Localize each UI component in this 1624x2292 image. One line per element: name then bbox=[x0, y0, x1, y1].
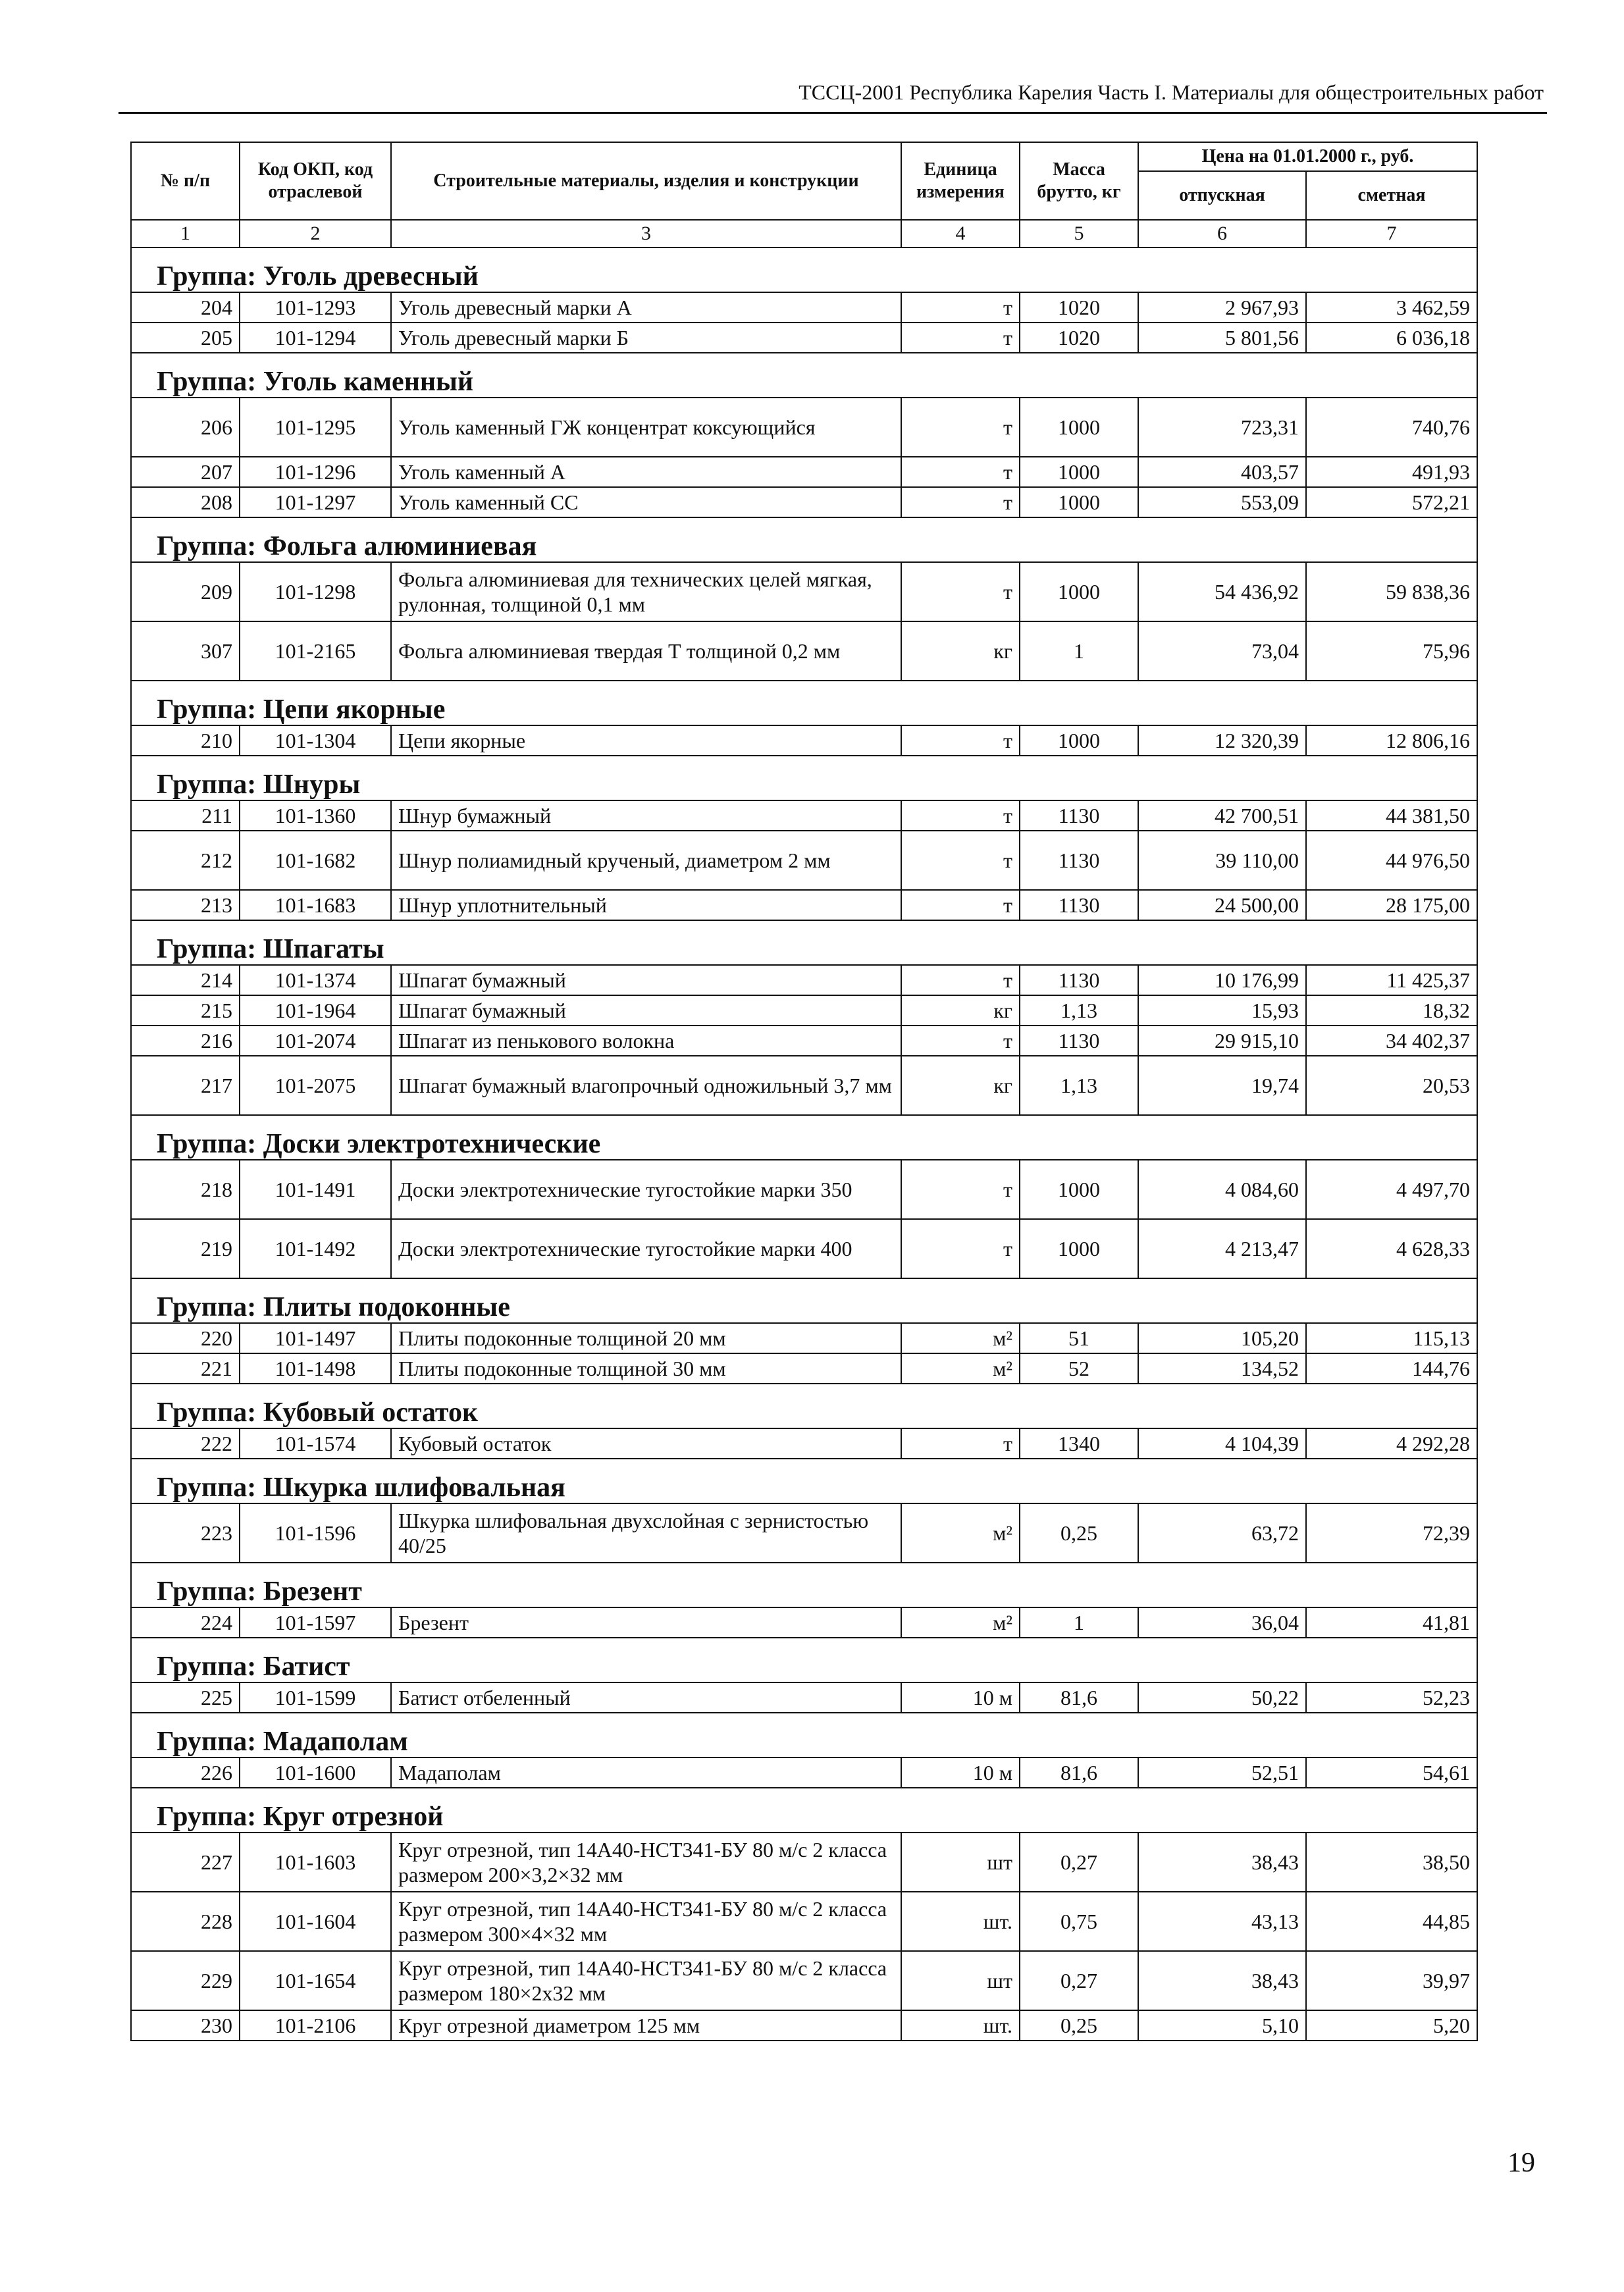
group-row bbox=[131, 1115, 1477, 1160]
row-name: Доски электротехнические тугостойкие марки 400 bbox=[391, 1219, 901, 1278]
row-number: 226 bbox=[131, 1758, 240, 1788]
column-number-cell: 6 bbox=[1138, 220, 1306, 247]
table-row bbox=[131, 1503, 1477, 1563]
row-number: 230 bbox=[131, 2010, 240, 2041]
table-row bbox=[131, 323, 1477, 353]
row-code: 101-1295 bbox=[240, 398, 391, 457]
row-price-estimate: 4 628,33 bbox=[1306, 1219, 1477, 1278]
row-unit: т bbox=[901, 562, 1020, 621]
materials-price-table bbox=[130, 142, 1478, 2041]
row-name: Круг отрезной, тип 14А40-НСТ341-БУ 80 м/с 2 класса размером 300×4×32 мм bbox=[391, 1892, 901, 1951]
row-number: 220 bbox=[131, 1323, 240, 1353]
row-name: Шпагат бумажный bbox=[391, 995, 901, 1026]
group-row bbox=[131, 1713, 1477, 1758]
row-number: 212 bbox=[131, 831, 240, 890]
row-number: 229 bbox=[131, 1951, 240, 2010]
row-price-release: 39 110,00 bbox=[1138, 831, 1306, 890]
table-row bbox=[131, 1833, 1477, 1892]
row-unit: м² bbox=[901, 1323, 1020, 1353]
row-unit: т bbox=[901, 831, 1020, 890]
row-price-release: 38,43 bbox=[1138, 1951, 1306, 2010]
table-row bbox=[131, 1951, 1477, 2010]
group-title: Группа: Шкурка шлифовальная bbox=[131, 1459, 1477, 1503]
table-row bbox=[131, 1682, 1477, 1713]
row-name: Уголь каменный А bbox=[391, 457, 901, 487]
row-code: 101-1574 bbox=[240, 1428, 391, 1459]
table-row bbox=[131, 1353, 1477, 1384]
table-row bbox=[131, 1428, 1477, 1459]
row-code: 101-1597 bbox=[240, 1607, 391, 1638]
row-mass: 0,25 bbox=[1020, 1503, 1138, 1563]
row-number: 228 bbox=[131, 1892, 240, 1951]
row-mass: 1000 bbox=[1020, 398, 1138, 457]
row-name: Уголь каменный ГЖ концентрат коксующийся bbox=[391, 398, 901, 457]
row-price-estimate: 28 175,00 bbox=[1306, 890, 1477, 920]
column-number-cell: 5 bbox=[1020, 220, 1138, 247]
row-mass: 1000 bbox=[1020, 1219, 1138, 1278]
row-price-release: 10 176,99 bbox=[1138, 965, 1306, 995]
row-price-estimate: 12 806,16 bbox=[1306, 725, 1477, 756]
row-unit: 10 м bbox=[901, 1758, 1020, 1788]
row-code: 101-1603 bbox=[240, 1833, 391, 1892]
row-name: Фольга алюминиевая для технических целей мягкая, рулонная, толщиной 0,1 мм bbox=[391, 562, 901, 621]
row-price-release: 4 104,39 bbox=[1138, 1428, 1306, 1459]
row-name: Уголь древесный марки Б bbox=[391, 323, 901, 353]
row-price-estimate: 59 838,36 bbox=[1306, 562, 1477, 621]
row-mass: 1000 bbox=[1020, 562, 1138, 621]
row-name: Кубовый остаток bbox=[391, 1428, 901, 1459]
column-number-cell: 1 bbox=[131, 220, 240, 247]
row-price-release: 29 915,10 bbox=[1138, 1026, 1306, 1056]
table-row bbox=[131, 562, 1477, 621]
col-header-no: № п/п bbox=[131, 142, 240, 220]
row-price-estimate: 572,21 bbox=[1306, 487, 1477, 517]
row-number: 227 bbox=[131, 1833, 240, 1892]
row-mass: 1 bbox=[1020, 1607, 1138, 1638]
row-name: Шпагат бумажный влагопрочный одножильный 3,7 мм bbox=[391, 1056, 901, 1115]
row-mass: 1000 bbox=[1020, 1160, 1138, 1219]
row-price-estimate: 54,61 bbox=[1306, 1758, 1477, 1788]
table-row bbox=[131, 1160, 1477, 1219]
row-price-release: 723,31 bbox=[1138, 398, 1306, 457]
row-number: 222 bbox=[131, 1428, 240, 1459]
row-code: 101-1298 bbox=[240, 562, 391, 621]
row-number: 209 bbox=[131, 562, 240, 621]
row-number: 213 bbox=[131, 890, 240, 920]
row-price-estimate: 11 425,37 bbox=[1306, 965, 1477, 995]
row-unit: т bbox=[901, 323, 1020, 353]
row-name: Фольга алюминиевая твердая Т толщиной 0,2 мм bbox=[391, 621, 901, 681]
row-price-release: 105,20 bbox=[1138, 1323, 1306, 1353]
row-name: Круг отрезной, тип 14А40-НСТ341-БУ 80 м/с 2 класса размером 200×3,2×32 мм bbox=[391, 1833, 901, 1892]
table-row bbox=[131, 831, 1477, 890]
table-row bbox=[131, 965, 1477, 995]
row-number: 218 bbox=[131, 1160, 240, 1219]
row-unit: т bbox=[901, 890, 1020, 920]
row-price-estimate: 3 462,59 bbox=[1306, 292, 1477, 323]
row-number: 208 bbox=[131, 487, 240, 517]
row-number: 224 bbox=[131, 1607, 240, 1638]
table-row bbox=[131, 1758, 1477, 1788]
table-row bbox=[131, 1026, 1477, 1056]
group-title: Группа: Мадаполам bbox=[131, 1713, 1477, 1758]
table-row bbox=[131, 2010, 1477, 2041]
row-code: 101-1964 bbox=[240, 995, 391, 1026]
row-name: Шнур полиамидный крученый, диаметром 2 мм bbox=[391, 831, 901, 890]
row-mass: 1020 bbox=[1020, 292, 1138, 323]
group-title: Группа: Уголь каменный bbox=[131, 353, 1477, 398]
row-code: 101-1600 bbox=[240, 1758, 391, 1788]
row-price-release: 553,09 bbox=[1138, 487, 1306, 517]
table-row bbox=[131, 725, 1477, 756]
row-code: 101-1293 bbox=[240, 292, 391, 323]
table-row bbox=[131, 457, 1477, 487]
table-body bbox=[131, 247, 1477, 2041]
row-number: 206 bbox=[131, 398, 240, 457]
row-number: 211 bbox=[131, 800, 240, 831]
column-numbers-row bbox=[131, 220, 1477, 247]
group-title: Группа: Шпагаты bbox=[131, 920, 1477, 965]
page-number: 19 bbox=[1507, 2148, 1535, 2178]
row-price-release: 52,51 bbox=[1138, 1758, 1306, 1788]
row-number: 214 bbox=[131, 965, 240, 995]
header-rule bbox=[118, 112, 1547, 114]
table-row bbox=[131, 1323, 1477, 1353]
row-unit: т bbox=[901, 457, 1020, 487]
row-mass: 1,13 bbox=[1020, 1056, 1138, 1115]
row-number: 223 bbox=[131, 1503, 240, 1563]
column-number-cell: 2 bbox=[240, 220, 391, 247]
row-number: 219 bbox=[131, 1219, 240, 1278]
row-price-estimate: 39,97 bbox=[1306, 1951, 1477, 2010]
col-header-price-estimate: сметная bbox=[1306, 171, 1477, 220]
group-row bbox=[131, 247, 1477, 292]
row-mass: 1000 bbox=[1020, 457, 1138, 487]
row-unit: т bbox=[901, 1219, 1020, 1278]
row-price-estimate: 44 976,50 bbox=[1306, 831, 1477, 890]
row-price-estimate: 740,76 bbox=[1306, 398, 1477, 457]
row-price-estimate: 491,93 bbox=[1306, 457, 1477, 487]
group-title: Группа: Кубовый остаток bbox=[131, 1384, 1477, 1428]
row-price-release: 54 436,92 bbox=[1138, 562, 1306, 621]
group-row bbox=[131, 1788, 1477, 1833]
table-row bbox=[131, 398, 1477, 457]
row-price-release: 134,52 bbox=[1138, 1353, 1306, 1384]
table-row bbox=[131, 1219, 1477, 1278]
row-mass: 1000 bbox=[1020, 725, 1138, 756]
table-row bbox=[131, 1892, 1477, 1951]
row-price-estimate: 38,50 bbox=[1306, 1833, 1477, 1892]
row-code: 101-1492 bbox=[240, 1219, 391, 1278]
row-mass: 1000 bbox=[1020, 487, 1138, 517]
table-row bbox=[131, 1056, 1477, 1115]
row-mass: 0,75 bbox=[1020, 1892, 1138, 1951]
row-number: 204 bbox=[131, 292, 240, 323]
row-price-estimate: 20,53 bbox=[1306, 1056, 1477, 1115]
row-mass: 0,27 bbox=[1020, 1951, 1138, 2010]
row-unit: т bbox=[901, 965, 1020, 995]
row-name: Шпагат бумажный bbox=[391, 965, 901, 995]
row-name: Уголь каменный СС bbox=[391, 487, 901, 517]
row-price-estimate: 75,96 bbox=[1306, 621, 1477, 681]
row-price-estimate: 34 402,37 bbox=[1306, 1026, 1477, 1056]
row-price-release: 63,72 bbox=[1138, 1503, 1306, 1563]
row-price-estimate: 44,85 bbox=[1306, 1892, 1477, 1951]
column-number-cell: 4 bbox=[901, 220, 1020, 247]
row-price-estimate: 115,13 bbox=[1306, 1323, 1477, 1353]
row-unit: т bbox=[901, 398, 1020, 457]
row-code: 101-2074 bbox=[240, 1026, 391, 1056]
row-price-estimate: 4 292,28 bbox=[1306, 1428, 1477, 1459]
row-name: Плиты подоконные толщиной 20 мм bbox=[391, 1323, 901, 1353]
row-code: 101-1599 bbox=[240, 1682, 391, 1713]
row-price-release: 4 213,47 bbox=[1138, 1219, 1306, 1278]
row-mass: 0,25 bbox=[1020, 2010, 1138, 2041]
row-price-estimate: 4 497,70 bbox=[1306, 1160, 1477, 1219]
row-price-estimate: 44 381,50 bbox=[1306, 800, 1477, 831]
row-unit: шт bbox=[901, 1833, 1020, 1892]
row-code: 101-1654 bbox=[240, 1951, 391, 2010]
row-name: Доски электротехнические тугостойкие марки 350 bbox=[391, 1160, 901, 1219]
row-unit: м² bbox=[901, 1353, 1020, 1384]
col-header-name: Строительные материалы, изделия и конструкции bbox=[391, 142, 901, 220]
row-price-release: 36,04 bbox=[1138, 1607, 1306, 1638]
col-header-unit: Единица измерения bbox=[901, 142, 1020, 220]
group-row bbox=[131, 1384, 1477, 1428]
row-code: 101-1596 bbox=[240, 1503, 391, 1563]
row-mass: 1130 bbox=[1020, 1026, 1138, 1056]
row-mass: 1130 bbox=[1020, 831, 1138, 890]
row-unit: т bbox=[901, 1026, 1020, 1056]
col-header-price-release: отпускная bbox=[1138, 171, 1306, 220]
col-header-mass: Масса брутто, кг bbox=[1020, 142, 1138, 220]
row-name: Шнур уплотнительный bbox=[391, 890, 901, 920]
row-code: 101-1491 bbox=[240, 1160, 391, 1219]
row-code: 101-2165 bbox=[240, 621, 391, 681]
row-number: 221 bbox=[131, 1353, 240, 1384]
row-name: Плиты подоконные толщиной 30 мм bbox=[391, 1353, 901, 1384]
row-mass: 1020 bbox=[1020, 323, 1138, 353]
page-header: ТССЦ-2001 Республика Карелия Часть I. Материалы для общестроительных работ bbox=[799, 80, 1544, 104]
row-name: Шпагат из пенькового волокна bbox=[391, 1026, 901, 1056]
row-name: Цепи якорные bbox=[391, 725, 901, 756]
group-row bbox=[131, 920, 1477, 965]
col-header-price-group: Цена на 01.01.2000 г., руб. bbox=[1138, 142, 1477, 171]
row-number: 216 bbox=[131, 1026, 240, 1056]
row-price-release: 12 320,39 bbox=[1138, 725, 1306, 756]
table-row bbox=[131, 292, 1477, 323]
group-title: Группа: Круг отрезной bbox=[131, 1788, 1477, 1833]
row-mass: 1130 bbox=[1020, 965, 1138, 995]
row-price-release: 50,22 bbox=[1138, 1682, 1306, 1713]
row-number: 205 bbox=[131, 323, 240, 353]
row-price-estimate: 18,32 bbox=[1306, 995, 1477, 1026]
row-price-release: 403,57 bbox=[1138, 457, 1306, 487]
column-number-cell: 3 bbox=[391, 220, 901, 247]
row-name: Уголь древесный марки А bbox=[391, 292, 901, 323]
col-header-code: Код ОКП, код отраслевой bbox=[240, 142, 391, 220]
row-mass: 51 bbox=[1020, 1323, 1138, 1353]
row-code: 101-2106 bbox=[240, 2010, 391, 2041]
row-mass: 0,27 bbox=[1020, 1833, 1138, 1892]
group-title: Группа: Доски электротехнические bbox=[131, 1115, 1477, 1160]
row-price-release: 24 500,00 bbox=[1138, 890, 1306, 920]
row-code: 101-1297 bbox=[240, 487, 391, 517]
row-mass: 81,6 bbox=[1020, 1758, 1138, 1788]
row-code: 101-1498 bbox=[240, 1353, 391, 1384]
row-number: 207 bbox=[131, 457, 240, 487]
row-mass: 81,6 bbox=[1020, 1682, 1138, 1713]
row-number: 217 bbox=[131, 1056, 240, 1115]
table-row bbox=[131, 890, 1477, 920]
row-number: 210 bbox=[131, 725, 240, 756]
row-name: Батист отбеленный bbox=[391, 1682, 901, 1713]
row-unit: шт. bbox=[901, 1892, 1020, 1951]
row-price-release: 5 801,56 bbox=[1138, 323, 1306, 353]
row-unit: м² bbox=[901, 1503, 1020, 1563]
row-code: 101-1304 bbox=[240, 725, 391, 756]
table-row bbox=[131, 800, 1477, 831]
row-unit: т bbox=[901, 292, 1020, 323]
row-code: 101-1497 bbox=[240, 1323, 391, 1353]
row-number: 225 bbox=[131, 1682, 240, 1713]
row-unit: шт bbox=[901, 1951, 1020, 2010]
row-mass: 1130 bbox=[1020, 800, 1138, 831]
row-mass: 1 bbox=[1020, 621, 1138, 681]
group-row bbox=[131, 1459, 1477, 1503]
row-code: 101-1296 bbox=[240, 457, 391, 487]
row-price-release: 4 084,60 bbox=[1138, 1160, 1306, 1219]
group-row bbox=[131, 681, 1477, 725]
group-title: Группа: Батист bbox=[131, 1638, 1477, 1682]
row-code: 101-1683 bbox=[240, 890, 391, 920]
group-row bbox=[131, 1278, 1477, 1323]
row-name: Круг отрезной, тип 14А40-НСТ341-БУ 80 м/с 2 класса размером 180×2х32 мм bbox=[391, 1951, 901, 2010]
row-unit: т bbox=[901, 487, 1020, 517]
row-price-release: 43,13 bbox=[1138, 1892, 1306, 1951]
row-code: 101-1294 bbox=[240, 323, 391, 353]
group-title: Группа: Брезент bbox=[131, 1563, 1477, 1607]
row-unit: шт. bbox=[901, 2010, 1020, 2041]
row-unit: кг bbox=[901, 1056, 1020, 1115]
row-unit: т bbox=[901, 800, 1020, 831]
group-row bbox=[131, 1563, 1477, 1607]
row-price-release: 15,93 bbox=[1138, 995, 1306, 1026]
row-price-estimate: 6 036,18 bbox=[1306, 323, 1477, 353]
group-row bbox=[131, 353, 1477, 398]
row-code: 101-1604 bbox=[240, 1892, 391, 1951]
row-price-estimate: 41,81 bbox=[1306, 1607, 1477, 1638]
row-price-estimate: 5,20 bbox=[1306, 2010, 1477, 2041]
row-unit: кг bbox=[901, 621, 1020, 681]
group-title: Группа: Фольга алюминиевая bbox=[131, 517, 1477, 562]
table-row bbox=[131, 487, 1477, 517]
row-price-estimate: 144,76 bbox=[1306, 1353, 1477, 1384]
row-price-release: 38,43 bbox=[1138, 1833, 1306, 1892]
row-code: 101-1682 bbox=[240, 831, 391, 890]
row-price-release: 5,10 bbox=[1138, 2010, 1306, 2041]
row-code: 101-2075 bbox=[240, 1056, 391, 1115]
table-row bbox=[131, 1607, 1477, 1638]
group-title: Группа: Шнуры bbox=[131, 756, 1477, 800]
row-unit: кг bbox=[901, 995, 1020, 1026]
table-row bbox=[131, 995, 1477, 1026]
row-mass: 52 bbox=[1020, 1353, 1138, 1384]
row-name: Мадаполам bbox=[391, 1758, 901, 1788]
row-number: 215 bbox=[131, 995, 240, 1026]
row-name: Брезент bbox=[391, 1607, 901, 1638]
group-title: Группа: Уголь древесный bbox=[131, 247, 1477, 292]
group-row bbox=[131, 1638, 1477, 1682]
row-mass: 1,13 bbox=[1020, 995, 1138, 1026]
group-title: Группа: Плиты подоконные bbox=[131, 1278, 1477, 1323]
row-code: 101-1360 bbox=[240, 800, 391, 831]
row-unit: т bbox=[901, 1428, 1020, 1459]
row-mass: 1340 bbox=[1020, 1428, 1138, 1459]
row-number: 307 bbox=[131, 621, 240, 681]
group-row bbox=[131, 517, 1477, 562]
row-price-estimate: 72,39 bbox=[1306, 1503, 1477, 1563]
row-unit: м² bbox=[901, 1607, 1020, 1638]
row-code: 101-1374 bbox=[240, 965, 391, 995]
row-price-estimate: 52,23 bbox=[1306, 1682, 1477, 1713]
row-name: Круг отрезной диаметром 125 мм bbox=[391, 2010, 901, 2041]
row-name: Шкурка шлифовальная двухслойная с зернистостью 40/25 bbox=[391, 1503, 901, 1563]
row-unit: 10 м bbox=[901, 1682, 1020, 1713]
row-price-release: 19,74 bbox=[1138, 1056, 1306, 1115]
row-price-release: 42 700,51 bbox=[1138, 800, 1306, 831]
row-mass: 1130 bbox=[1020, 890, 1138, 920]
column-number-cell: 7 bbox=[1306, 220, 1477, 247]
group-row bbox=[131, 756, 1477, 800]
row-name: Шнур бумажный bbox=[391, 800, 901, 831]
row-unit: т bbox=[901, 1160, 1020, 1219]
row-price-release: 73,04 bbox=[1138, 621, 1306, 681]
row-unit: т bbox=[901, 725, 1020, 756]
row-price-release: 2 967,93 bbox=[1138, 292, 1306, 323]
table-row bbox=[131, 621, 1477, 681]
group-title: Группа: Цепи якорные bbox=[131, 681, 1477, 725]
